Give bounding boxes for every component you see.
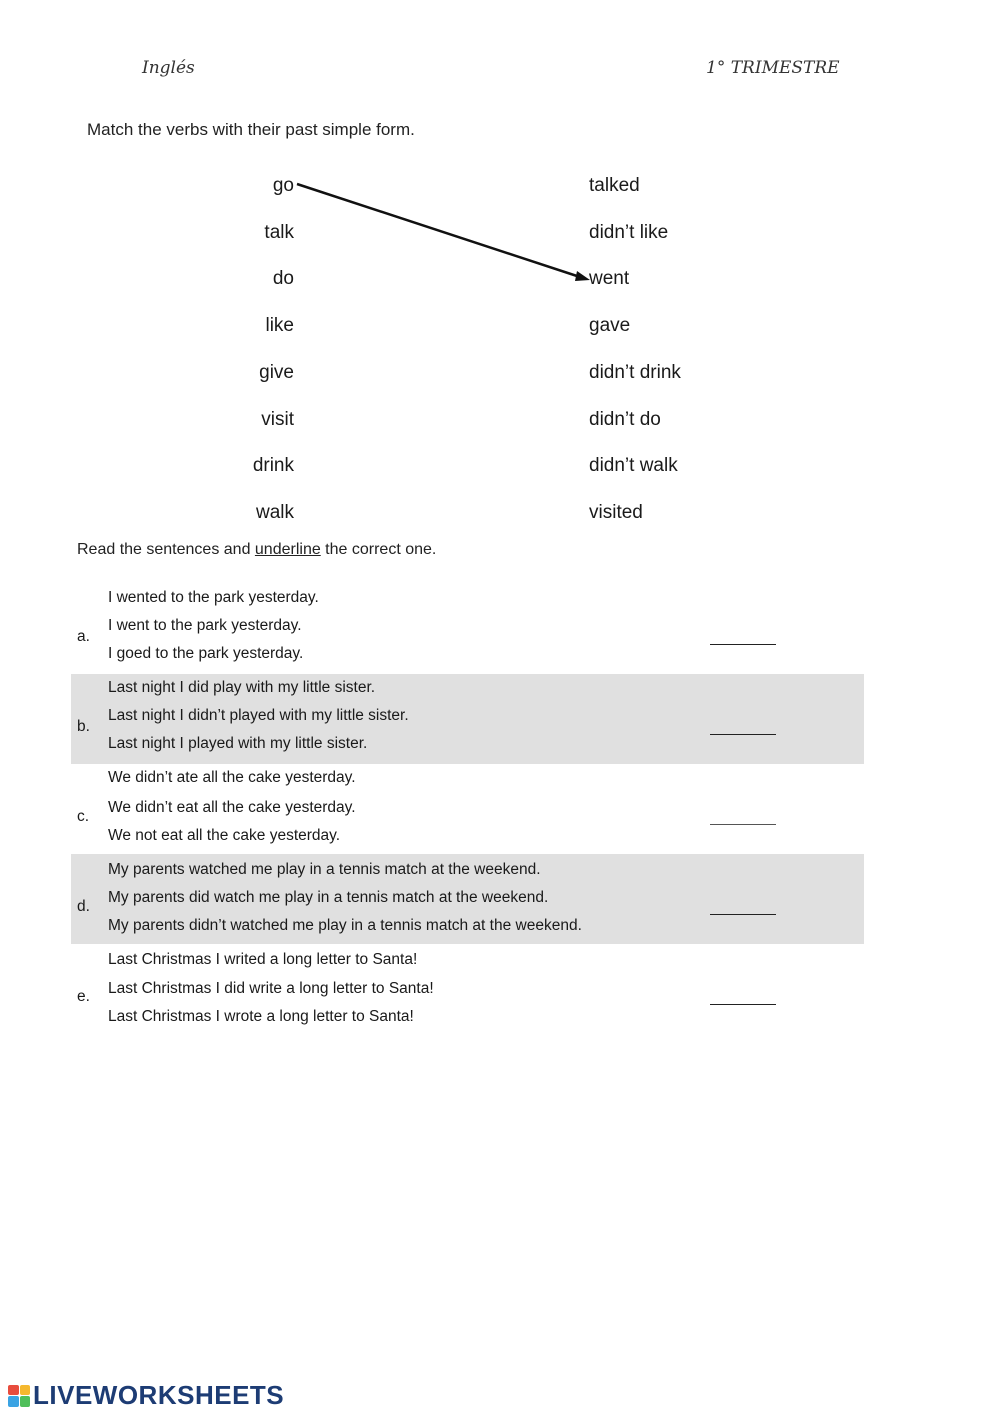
answer-blank-a[interactable] [710, 630, 776, 645]
question-letter: d. [77, 898, 90, 915]
past-visited[interactable]: visited [589, 502, 643, 523]
option-d2[interactable]: My parents did watch me play in a tennis match at the weekend. [108, 889, 549, 906]
past-didnt-do[interactable]: didn’t do [589, 409, 661, 430]
option-b1[interactable]: Last night I did play with my little sister. [108, 679, 376, 696]
question-b [71, 674, 864, 764]
verb-visit[interactable]: visit [261, 409, 294, 430]
underline-word: underline [254, 541, 321, 558]
question-letter: b. [77, 718, 90, 735]
verb-talk[interactable]: talk [264, 222, 294, 243]
question-letter: e. [77, 988, 90, 1005]
option-a3[interactable]: I goed to the park yesterday. [108, 645, 304, 662]
option-a1[interactable]: I wented to the park yesterday. [108, 589, 319, 606]
term-label: 1° TRIMESTRE [706, 58, 840, 78]
question-a [71, 584, 864, 674]
exercise1-instruction: Match the verbs with their past simple form. [87, 120, 415, 139]
liveworksheets-logo [8, 1380, 284, 1411]
option-a2[interactable]: I went to the park yesterday. [108, 617, 302, 634]
past-gave[interactable]: gave [589, 315, 631, 336]
question-e [71, 944, 864, 1034]
option-c3[interactable]: We not eat all the cake yesterday. [108, 827, 341, 844]
option-d3[interactable]: My parents didn’t watched me play in a tennis match at the weekend. [108, 917, 582, 934]
exercise2-instruction: Read the sentences and underline the correct one. [77, 541, 437, 558]
option-b2[interactable]: Last night I didn’t played with my little sister. [108, 707, 409, 724]
past-didnt-walk[interactable]: didn’t walk [589, 455, 678, 476]
verb-drink[interactable]: drink [252, 455, 294, 476]
logo-grid-icon [8, 1385, 30, 1407]
verb-walk[interactable]: walk [255, 502, 294, 523]
option-e3[interactable]: Last Christmas I wrote a long letter to Santa! [108, 1008, 414, 1025]
verb-do[interactable]: do [272, 268, 294, 289]
answer-blank-e[interactable] [710, 990, 776, 1005]
question-d [71, 854, 864, 944]
verb-give[interactable]: give [259, 362, 294, 383]
past-talked[interactable]: talked [589, 175, 640, 196]
option-c1[interactable]: We didn’t ate all the cake yesterday. [108, 769, 356, 786]
verb-like[interactable]: like [265, 315, 294, 336]
past-didnt-like[interactable]: didn’t like [589, 222, 669, 243]
question-letter: a. [77, 628, 90, 645]
past-didnt-drink[interactable]: didn’t drink [589, 362, 681, 383]
verb-go[interactable]: go [272, 175, 294, 196]
option-b3[interactable]: Last night I played with my little sister. [108, 735, 368, 752]
example-match-arrow [0, 0, 1000, 600]
logo-text: LIVEWORKSHEETS [33, 1380, 285, 1410]
past-went[interactable]: went [589, 268, 630, 289]
option-d1[interactable]: My parents watched me play in a tennis match at the weekend. [108, 861, 541, 878]
option-e2[interactable]: Last Christmas I did write a long letter to Santa! [108, 980, 434, 997]
answer-blank-b[interactable] [710, 720, 776, 735]
answer-blank-c[interactable] [710, 810, 776, 825]
question-letter: c. [77, 808, 90, 825]
option-c2[interactable]: We didn’t eat all the cake yesterday. [108, 799, 356, 816]
answer-blank-d[interactable] [710, 900, 776, 915]
question-c [71, 764, 864, 854]
option-e1[interactable]: Last Christmas I writed a long letter to Santa! [108, 951, 418, 968]
subject-label: Inglés [142, 58, 195, 78]
